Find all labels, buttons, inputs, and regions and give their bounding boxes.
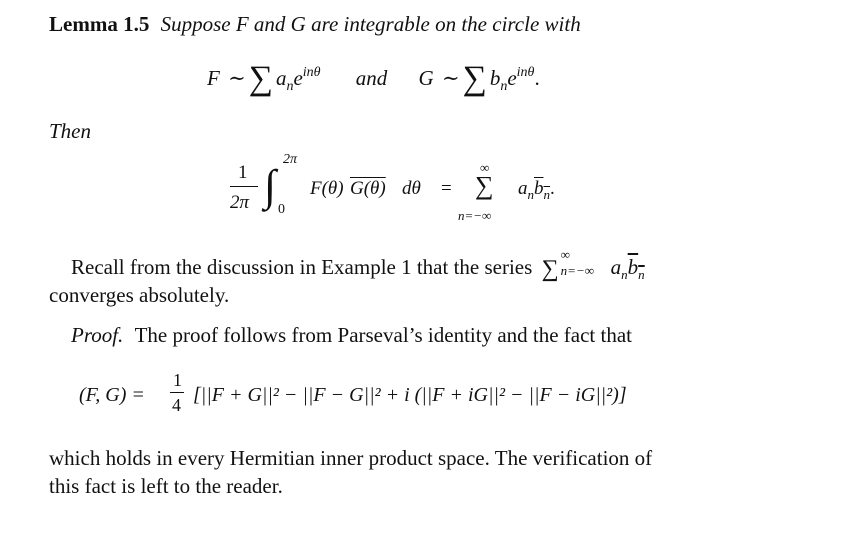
integral-sign: ∫ bbox=[264, 161, 277, 210]
coeff-a-subscript: n bbox=[286, 79, 294, 94]
recall-sum-sign: ∑ bbox=[541, 256, 559, 282]
exponent-1: inθ bbox=[302, 65, 321, 80]
coeff-b-subscript: n bbox=[500, 79, 508, 94]
closing-line-1: which holds in every Hermitian inner product space. The verification of bbox=[49, 446, 653, 470]
fraction-numerator: 1 bbox=[238, 162, 248, 183]
identity-fraction-bar bbox=[170, 392, 184, 393]
recall-series bbox=[541, 247, 645, 282]
coeff-b: b bbox=[489, 66, 501, 90]
recall-line-2: converges absolutely. bbox=[49, 283, 230, 307]
identity-rhs: [||F + G||² − ||F − G||² + i (||F + iG||² − ||F − iG||²)] bbox=[193, 384, 627, 406]
proof-line bbox=[71, 325, 632, 346]
and-word: and bbox=[355, 66, 388, 90]
exp-base-2: e bbox=[507, 66, 517, 90]
lemma-statement: Suppose F and G are integrable on the circle with bbox=[160, 12, 581, 36]
recall-sum-lower: n=−∞ bbox=[560, 263, 594, 278]
sim-symbol-2: ∼ bbox=[441, 66, 460, 90]
recall-sum-upper: ∞ bbox=[560, 247, 570, 262]
parseval-display bbox=[226, 152, 606, 228]
closing-line-2: this fact is left to the reader. bbox=[49, 474, 283, 498]
exp-base-1: e bbox=[293, 66, 303, 90]
recall-term-a-subscript: n bbox=[621, 267, 628, 282]
recall-term-a: a bbox=[610, 255, 622, 279]
differential: dθ bbox=[402, 178, 421, 199]
sum-sign: ∑ bbox=[475, 171, 494, 200]
then-word: Then bbox=[49, 119, 91, 143]
display2-period: . bbox=[550, 178, 555, 199]
sim-symbol-1: ∼ bbox=[228, 66, 246, 90]
symbol-F: F bbox=[207, 66, 220, 90]
proof-label: Proof. bbox=[71, 323, 124, 347]
term-b: b bbox=[534, 178, 544, 199]
recall-sum-limits bbox=[559, 247, 607, 278]
integral-upper-limit: 2π bbox=[283, 152, 298, 167]
symbol-G: G bbox=[418, 66, 434, 90]
recall-term-b-subscript: n bbox=[638, 267, 645, 282]
sum-upper-limit: ∞ bbox=[480, 160, 490, 175]
fourier-series-display bbox=[207, 62, 540, 96]
integrand-F: F(θ) bbox=[310, 178, 344, 199]
sum-term bbox=[518, 178, 555, 203]
polarization-identity bbox=[79, 370, 759, 426]
term-b-subscript: n bbox=[543, 187, 550, 202]
recall-term-b: b bbox=[627, 255, 639, 279]
identity-fraction-numerator: 1 bbox=[173, 370, 182, 390]
recall-text: Recall from the discussion in Example 1 that the series bbox=[71, 255, 533, 279]
sum-lower-limit: n=−∞ bbox=[458, 208, 492, 223]
sum-symbol-2: ∑ bbox=[462, 60, 487, 97]
term-a: a bbox=[518, 178, 528, 199]
integrand-conj-G: G(θ) bbox=[350, 178, 386, 199]
sum-symbol-1: ∑ bbox=[248, 60, 273, 97]
recall-term-conj-b bbox=[627, 255, 645, 282]
lemma-statement-line bbox=[49, 14, 581, 35]
equals-sign: = bbox=[441, 178, 452, 199]
proof-text: The proof follows from Parseval’s identity and the fact that bbox=[134, 323, 633, 347]
fraction-denominator: 2π bbox=[230, 192, 250, 213]
integral-lower-limit: 0 bbox=[278, 202, 285, 217]
lemma-heading: Lemma 1.5 bbox=[49, 12, 150, 36]
term-conj-b bbox=[534, 178, 550, 202]
identity-lhs: (F, G) = bbox=[79, 384, 145, 406]
display1-period: . bbox=[534, 66, 540, 90]
coeff-a: a bbox=[275, 66, 287, 90]
recall-line-1 bbox=[71, 247, 645, 282]
exponent-2: inθ bbox=[516, 65, 535, 80]
term-a-subscript: n bbox=[527, 187, 534, 202]
fraction-bar bbox=[230, 186, 258, 187]
identity-fraction-denominator: 4 bbox=[172, 395, 181, 415]
